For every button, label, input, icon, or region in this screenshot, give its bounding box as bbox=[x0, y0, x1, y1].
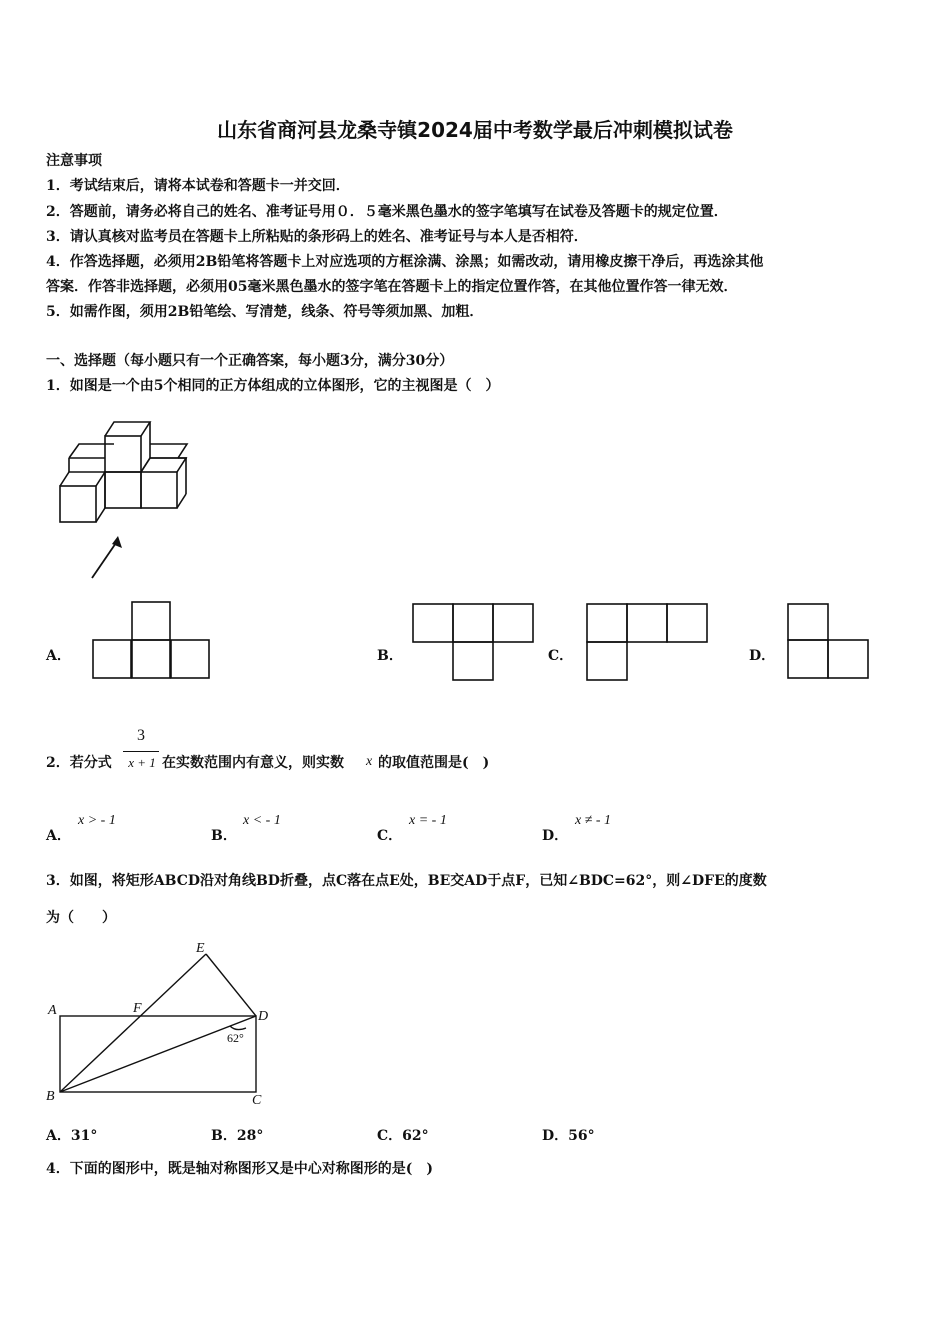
q3-option-a[interactable]: A．31° bbox=[46, 1128, 98, 1144]
point-d-label: D bbox=[258, 1009, 269, 1024]
fraction-bar bbox=[123, 751, 159, 752]
q1-option-c-label[interactable]: C． bbox=[548, 648, 574, 664]
notice-item: 3．请认真核对监考员在答题卡上所粘贴的条形码上的姓名、准考证号与本人是否相符． bbox=[46, 229, 588, 245]
q2-option-b-expr[interactable]: x < - 1 bbox=[243, 813, 281, 828]
question-2-text-a: 在实数范围内有意义，则实数 bbox=[162, 755, 344, 771]
point-a-label: A bbox=[48, 1003, 57, 1018]
point-f-label: F bbox=[133, 1001, 142, 1016]
angle-label: 62° bbox=[227, 1031, 244, 1045]
q3-option-b[interactable]: B．28° bbox=[211, 1128, 264, 1144]
question-1-text: 1．如图是一个由5个相同的正方体组成的立体图形，它的主视图是（ ） bbox=[46, 378, 500, 394]
question-3-text-cont: 为（ ） bbox=[46, 910, 116, 926]
question-2-text-b: 的取值范围是( ) bbox=[378, 755, 490, 771]
q1-option-d-figure[interactable] bbox=[787, 603, 871, 683]
fraction-numerator: 3 bbox=[137, 727, 145, 744]
point-c-label: C bbox=[252, 1093, 262, 1108]
notice-item: 1．考试结束后，请将本试卷和答题卡一并交回． bbox=[46, 178, 350, 194]
q2-option-c-expr[interactable]: x = - 1 bbox=[409, 813, 447, 828]
point-b-label: B bbox=[46, 1089, 55, 1104]
cube-stack-figure bbox=[52, 418, 192, 583]
section-heading: 一、选择题（每小题只有一个正确答案，每小题3分，满分30分） bbox=[46, 353, 454, 369]
notice-item: 答案．作答非选择题，必须用05毫米黑色墨水的签字笔在答题卡上的指定位置作答，在其他位置作答一律无效． bbox=[46, 279, 738, 295]
rectangle-fold-figure bbox=[44, 940, 274, 1110]
q2-option-b-label[interactable]: B． bbox=[211, 828, 237, 844]
q1-option-b-figure[interactable] bbox=[412, 603, 536, 683]
q3-option-d[interactable]: D．56° bbox=[542, 1128, 595, 1144]
point-e-label: E bbox=[196, 941, 205, 956]
q2-option-d-expr[interactable]: x ≠ - 1 bbox=[575, 813, 612, 828]
notice-item: 4．作答选择题，必须用2B铅笔将答题卡上对应选项的方框涂满、涂黑；如需改动，请用橡皮擦干净后，再选涂其他 bbox=[46, 254, 764, 270]
q1-option-b-label[interactable]: B． bbox=[377, 648, 403, 664]
question-4-text: 4．下面的图形中，既是轴对称图形又是中心对称图形的是( ) bbox=[46, 1161, 433, 1177]
q1-option-d-label[interactable]: D． bbox=[749, 648, 776, 664]
view-arrow-icon bbox=[92, 540, 118, 578]
question-3-text: 3．如图，将矩形ABCD沿对角线BD折叠，点C落在点E处，BE交AD于点F，已知∠BDC=62°，则∠DFE的度数 bbox=[46, 873, 767, 889]
q1-option-c-figure[interactable] bbox=[586, 603, 710, 683]
page-title: 山东省商河县龙桑寺镇2024届中考数学最后冲刺模拟试卷 bbox=[217, 118, 733, 142]
q1-option-a-figure[interactable] bbox=[92, 601, 214, 681]
q2-option-d-label[interactable]: D． bbox=[542, 828, 569, 844]
q1-option-a-label[interactable]: A． bbox=[46, 648, 71, 664]
q2-option-a-expr[interactable]: x > - 1 bbox=[78, 813, 116, 828]
notice-item: 5．如需作图，须用2B铅笔绘、写清楚，线条、符号等须加黑、加粗． bbox=[46, 304, 484, 320]
notice-item: 2．答题前，请务必将自己的姓名、准考证号用０．５毫米黑色墨水的签字笔填写在试卷及答题卡的规定位置． bbox=[46, 204, 728, 220]
question-2-prefix: 2．若分式 bbox=[46, 755, 112, 771]
question-2-var: x bbox=[366, 754, 373, 769]
notice-heading: 注意事项 bbox=[46, 153, 102, 169]
q3-option-c[interactable]: C．62° bbox=[377, 1128, 429, 1144]
fraction-denominator: x + 1 bbox=[128, 755, 156, 770]
q2-option-a-label[interactable]: A． bbox=[46, 828, 71, 844]
q2-option-c-label[interactable]: C． bbox=[377, 828, 403, 844]
